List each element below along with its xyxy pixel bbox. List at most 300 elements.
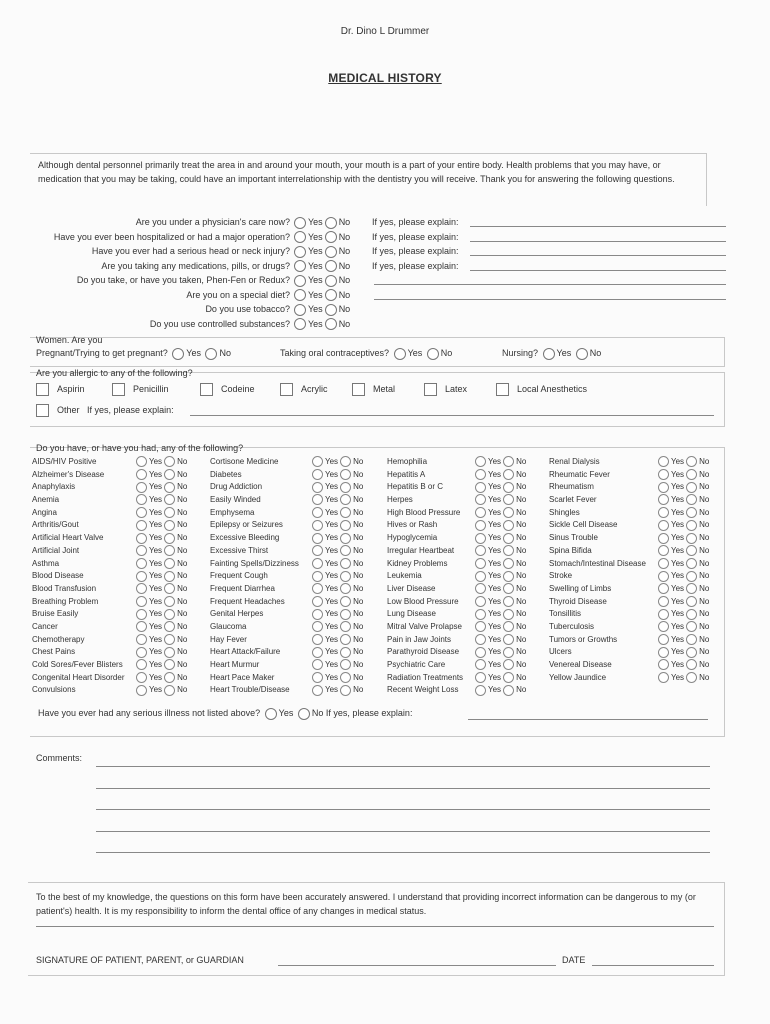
no-label: No xyxy=(353,558,364,568)
yes-radio[interactable] xyxy=(658,533,669,544)
no-radio[interactable] xyxy=(503,507,514,518)
yes-label: Yes xyxy=(671,647,685,657)
no-radio[interactable] xyxy=(686,647,697,658)
no-radio[interactable] xyxy=(325,318,337,330)
allergy-label: Latex xyxy=(445,384,468,394)
no-radio[interactable] xyxy=(503,609,514,620)
no-radio[interactable] xyxy=(686,596,697,607)
yes-radio[interactable] xyxy=(136,482,147,493)
yes-label: Yes xyxy=(488,609,502,619)
yes-radio[interactable] xyxy=(475,672,486,683)
yes-radio[interactable] xyxy=(658,609,669,620)
no-radio[interactable] xyxy=(686,494,697,505)
no-radio[interactable] xyxy=(340,482,351,493)
no-label: No xyxy=(177,647,188,657)
no-label: No xyxy=(516,520,527,530)
no-radio[interactable] xyxy=(503,621,514,632)
no-radio[interactable] xyxy=(340,507,351,518)
yes-radio[interactable] xyxy=(294,304,306,316)
yes-radio[interactable] xyxy=(312,634,323,645)
no-radio[interactable] xyxy=(164,621,175,632)
yes-label: Yes xyxy=(149,520,163,530)
condition-row xyxy=(549,481,710,494)
question-label: Have you ever had a serious head or neck injury? xyxy=(91,246,290,256)
condition-options xyxy=(656,456,709,469)
no-radio[interactable] xyxy=(503,647,514,658)
date-line[interactable] xyxy=(592,965,714,966)
allergy-checkbox[interactable] xyxy=(280,383,293,396)
question-label: Have you ever been hospitalized or had a major operation? xyxy=(53,231,290,242)
yes-radio[interactable] xyxy=(475,507,486,518)
yes-radio[interactable] xyxy=(136,571,147,582)
condition-label: Herpes xyxy=(387,495,413,505)
yes-radio[interactable] xyxy=(475,621,486,632)
serious-illness-label: Have you ever had any serious illness not listed above? xyxy=(38,708,261,718)
no-radio[interactable] xyxy=(325,260,337,272)
yes-radio[interactable] xyxy=(312,494,323,505)
condition-row xyxy=(210,469,364,482)
yes-radio[interactable] xyxy=(658,672,669,683)
yes-radio[interactable] xyxy=(312,609,323,620)
no-radio[interactable] xyxy=(686,533,697,544)
no-label: No xyxy=(353,507,364,517)
no-radio[interactable] xyxy=(686,634,697,645)
condition-options xyxy=(310,558,363,571)
yes-radio[interactable] xyxy=(475,545,486,556)
condition-options xyxy=(310,659,363,672)
yes-radio[interactable] xyxy=(658,482,669,493)
yes-radio[interactable] xyxy=(294,260,306,272)
no-radio[interactable] xyxy=(503,571,514,582)
condition-options xyxy=(134,570,187,583)
other-checkbox[interactable] xyxy=(36,404,49,417)
condition-row xyxy=(210,684,364,697)
condition-row xyxy=(549,672,710,685)
no-radio[interactable] xyxy=(164,647,175,658)
yes-radio[interactable] xyxy=(136,659,147,670)
signature-line[interactable] xyxy=(278,965,556,966)
yes-radio[interactable] xyxy=(658,494,669,505)
no-radio[interactable] xyxy=(340,571,351,582)
condition-label: Hives or Rash xyxy=(387,520,438,530)
pregnant-yes-radio[interactable] xyxy=(172,348,184,360)
no-radio[interactable] xyxy=(340,545,351,556)
no-radio[interactable] xyxy=(340,621,351,632)
no-radio[interactable] xyxy=(164,571,175,582)
no-radio[interactable] xyxy=(503,596,514,607)
no-radio[interactable] xyxy=(686,583,697,594)
yes-label: Yes xyxy=(149,482,163,492)
condition-label: Mitral Valve Prolapse xyxy=(387,621,462,631)
allergy-item xyxy=(112,382,169,397)
condition-label: High Blood Pressure xyxy=(387,507,461,517)
yes-radio[interactable] xyxy=(312,507,323,518)
allergy-checkbox[interactable] xyxy=(496,383,509,396)
yes-label: Yes xyxy=(488,634,502,644)
condition-row xyxy=(549,558,710,571)
no-radio[interactable] xyxy=(340,583,351,594)
yes-radio[interactable] xyxy=(294,217,306,229)
no-radio[interactable] xyxy=(503,558,514,569)
yes-label: Yes xyxy=(325,469,339,479)
no-radio[interactable] xyxy=(164,609,175,620)
yes-radio[interactable] xyxy=(312,533,323,544)
yes-radio[interactable] xyxy=(294,231,306,243)
yes-radio[interactable] xyxy=(475,558,486,569)
no-radio[interactable] xyxy=(164,482,175,493)
yes-radio[interactable] xyxy=(475,583,486,594)
comment-line[interactable] xyxy=(96,852,710,853)
condition-row xyxy=(387,532,527,545)
yes-label: Yes xyxy=(671,469,685,479)
yes-radio[interactable] xyxy=(658,596,669,607)
condition-options xyxy=(656,519,709,532)
no-radio[interactable] xyxy=(340,533,351,544)
no-radio[interactable] xyxy=(503,494,514,505)
no-radio[interactable] xyxy=(164,558,175,569)
yes-radio[interactable] xyxy=(294,275,306,287)
no-radio[interactable] xyxy=(164,634,175,645)
question-label: Are you on a special diet? xyxy=(186,289,290,300)
oral-no-radio[interactable] xyxy=(427,348,439,360)
yes-label: Yes xyxy=(671,583,685,593)
comment-line[interactable] xyxy=(96,766,710,767)
condition-row xyxy=(549,608,710,621)
yes-label: Yes xyxy=(149,533,163,543)
no-radio[interactable] xyxy=(325,231,337,243)
no-label: No xyxy=(177,545,188,555)
no-radio[interactable] xyxy=(686,659,697,670)
condition-options xyxy=(310,583,363,596)
yes-radio[interactable] xyxy=(312,456,323,467)
yes-radio[interactable] xyxy=(475,482,486,493)
yes-radio[interactable] xyxy=(136,685,147,696)
condition-label: Fainting Spells/Dizziness xyxy=(210,558,299,568)
yes-radio[interactable] xyxy=(136,672,147,683)
condition-row xyxy=(549,532,710,545)
yes-radio[interactable] xyxy=(312,672,323,683)
no-radio[interactable] xyxy=(164,685,175,696)
no-radio[interactable] xyxy=(325,304,337,316)
no-radio[interactable] xyxy=(340,596,351,607)
yes-radio[interactable] xyxy=(658,621,669,632)
nursing-no-radio[interactable] xyxy=(576,348,588,360)
comment-line[interactable] xyxy=(96,809,710,810)
yes-label: Yes xyxy=(149,672,163,682)
yes-radio[interactable] xyxy=(475,520,486,531)
no-radio[interactable] xyxy=(164,533,175,544)
yes-radio[interactable] xyxy=(658,456,669,467)
no-label: No xyxy=(516,596,527,606)
condition-row xyxy=(210,532,364,545)
condition-options xyxy=(134,494,187,507)
yes-radio[interactable] xyxy=(475,647,486,658)
explain-line[interactable] xyxy=(470,270,726,271)
signature-label: SIGNATURE OF PATIENT, PARENT, or GUARDIAN xyxy=(36,955,244,965)
serious-explain-line[interactable] xyxy=(468,719,708,720)
yes-radio[interactable] xyxy=(312,482,323,493)
yes-label: Yes xyxy=(488,571,502,581)
no-radio[interactable] xyxy=(503,456,514,467)
yes-radio[interactable] xyxy=(312,659,323,670)
no-radio[interactable] xyxy=(686,482,697,493)
yes-radio[interactable] xyxy=(294,246,306,258)
yes-label: Yes xyxy=(308,260,323,271)
condition-row xyxy=(32,659,188,672)
condition-options xyxy=(134,507,187,520)
no-radio[interactable] xyxy=(340,685,351,696)
condition-row xyxy=(549,519,710,532)
yes-radio[interactable] xyxy=(475,634,486,645)
no-label: No xyxy=(699,545,710,555)
condition-row xyxy=(210,634,364,647)
yes-label: Yes xyxy=(278,708,294,718)
no-radio[interactable] xyxy=(503,545,514,556)
condition-options xyxy=(134,659,187,672)
yes-radio[interactable] xyxy=(475,456,486,467)
explain-line[interactable] xyxy=(374,284,726,285)
condition-label: Cancer xyxy=(32,621,58,631)
no-label: No xyxy=(177,596,188,606)
oral-yes-radio[interactable] xyxy=(394,348,406,360)
yes-radio[interactable] xyxy=(312,621,323,632)
no-radio[interactable] xyxy=(164,469,175,480)
no-radio[interactable] xyxy=(503,520,514,531)
condition-row xyxy=(32,545,188,558)
yes-label: Yes xyxy=(325,545,339,555)
yes-radio[interactable] xyxy=(136,545,147,556)
condition-options xyxy=(656,634,709,647)
yes-radio[interactable] xyxy=(136,558,147,569)
yes-radio[interactable] xyxy=(136,609,147,620)
no-label: No xyxy=(353,482,364,492)
comments-label: Comments: xyxy=(36,753,83,763)
yes-radio[interactable] xyxy=(475,685,486,696)
no-radio[interactable] xyxy=(164,456,175,467)
yes-radio[interactable] xyxy=(312,647,323,658)
explain-line[interactable] xyxy=(470,226,726,227)
no-radio[interactable] xyxy=(164,672,175,683)
no-radio[interactable] xyxy=(325,275,337,287)
no-radio[interactable] xyxy=(340,558,351,569)
yes-radio[interactable] xyxy=(136,533,147,544)
yes-radio[interactable] xyxy=(312,545,323,556)
yes-radio[interactable] xyxy=(658,571,669,582)
pregnant-no-radio[interactable] xyxy=(205,348,217,360)
allergy-label: Penicillin xyxy=(133,384,169,394)
no-label: No xyxy=(440,348,453,358)
no-radio[interactable] xyxy=(164,659,175,670)
no-radio[interactable] xyxy=(686,558,697,569)
no-radio[interactable] xyxy=(686,520,697,531)
no-radio[interactable] xyxy=(340,469,351,480)
yes-radio[interactable] xyxy=(312,685,323,696)
conditions-col-1 xyxy=(32,456,188,697)
condition-options xyxy=(656,545,709,558)
yes-radio[interactable] xyxy=(136,469,147,480)
no-radio[interactable] xyxy=(503,659,514,670)
yes-radio[interactable] xyxy=(294,318,306,330)
no-radio[interactable] xyxy=(164,545,175,556)
conditions-col-4 xyxy=(549,456,710,684)
yes-radio[interactable] xyxy=(136,621,147,632)
no-radio[interactable] xyxy=(686,507,697,518)
yes-radio[interactable] xyxy=(658,634,669,645)
yes-radio[interactable] xyxy=(475,571,486,582)
no-radio[interactable] xyxy=(503,634,514,645)
allergy-checkbox[interactable] xyxy=(200,383,213,396)
allergy-item xyxy=(424,382,467,397)
yes-radio[interactable] xyxy=(475,659,486,670)
explain-line[interactable] xyxy=(470,255,726,256)
yes-radio[interactable] xyxy=(658,659,669,670)
yes-radio[interactable] xyxy=(475,609,486,620)
yes-radio[interactable] xyxy=(658,469,669,480)
no-radio[interactable] xyxy=(340,494,351,505)
condition-options xyxy=(656,570,709,583)
condition-options xyxy=(473,646,526,659)
no-radio[interactable] xyxy=(686,456,697,467)
yes-label: Yes xyxy=(488,482,502,492)
allergy-checkbox[interactable] xyxy=(36,383,49,396)
no-radio[interactable] xyxy=(340,520,351,531)
no-radio[interactable] xyxy=(164,583,175,594)
condition-row xyxy=(549,583,710,596)
no-radio[interactable] xyxy=(686,571,697,582)
women-row xyxy=(36,346,231,361)
no-radio[interactable] xyxy=(340,634,351,645)
yes-radio[interactable] xyxy=(658,647,669,658)
no-radio[interactable] xyxy=(340,609,351,620)
no-radio[interactable] xyxy=(503,482,514,493)
yes-radio[interactable] xyxy=(136,634,147,645)
yes-radio[interactable] xyxy=(658,558,669,569)
yes-radio[interactable] xyxy=(294,289,306,301)
yes-radio[interactable] xyxy=(312,596,323,607)
no-radio[interactable] xyxy=(325,289,337,301)
no-radio[interactable] xyxy=(686,672,697,683)
yes-radio[interactable] xyxy=(475,596,486,607)
condition-options xyxy=(473,596,526,609)
comment-line[interactable] xyxy=(96,831,710,832)
condition-row xyxy=(32,469,188,482)
question-options xyxy=(292,244,350,259)
condition-options xyxy=(134,646,187,659)
explain-line[interactable] xyxy=(470,241,726,242)
no-radio[interactable] xyxy=(503,469,514,480)
no-radio[interactable] xyxy=(164,507,175,518)
yes-radio[interactable] xyxy=(658,583,669,594)
no-radio[interactable] xyxy=(164,596,175,607)
yes-label: Yes xyxy=(325,558,339,568)
yes-radio[interactable] xyxy=(136,456,147,467)
yes-radio[interactable] xyxy=(312,558,323,569)
yes-radio[interactable] xyxy=(658,520,669,531)
condition-row xyxy=(387,608,527,621)
other-explain-line[interactable] xyxy=(190,415,714,416)
no-label: No xyxy=(516,469,527,479)
no-radio[interactable] xyxy=(325,217,337,229)
yes-radio[interactable] xyxy=(312,571,323,582)
no-radio[interactable] xyxy=(686,469,697,480)
condition-options xyxy=(310,634,363,647)
no-radio[interactable] xyxy=(340,672,351,683)
yes-radio[interactable] xyxy=(136,596,147,607)
yes-radio[interactable] xyxy=(136,583,147,594)
allergy-checkbox[interactable] xyxy=(424,383,437,396)
yes-radio[interactable] xyxy=(312,583,323,594)
serious-yes-radio[interactable] xyxy=(265,708,277,720)
condition-row xyxy=(387,570,527,583)
serious-no-radio[interactable] xyxy=(298,708,310,720)
condition-label: Diabetes xyxy=(210,469,242,479)
explain-line[interactable] xyxy=(374,299,726,300)
no-radio[interactable] xyxy=(340,659,351,670)
condition-options xyxy=(656,481,709,494)
yes-radio[interactable] xyxy=(136,647,147,658)
yes-radio[interactable] xyxy=(312,520,323,531)
yes-radio[interactable] xyxy=(658,507,669,518)
no-label: No xyxy=(589,348,602,358)
no-radio[interactable] xyxy=(503,583,514,594)
no-radio[interactable] xyxy=(503,533,514,544)
no-radio[interactable] xyxy=(164,520,175,531)
condition-row xyxy=(387,456,527,469)
comment-line[interactable] xyxy=(96,788,710,789)
yes-radio[interactable] xyxy=(136,507,147,518)
no-radio[interactable] xyxy=(686,621,697,632)
no-label: No xyxy=(177,533,188,543)
allergy-checkbox[interactable] xyxy=(352,383,365,396)
yes-radio[interactable] xyxy=(136,494,147,505)
no-radio[interactable] xyxy=(686,609,697,620)
no-radio[interactable] xyxy=(340,647,351,658)
condition-row xyxy=(32,519,188,532)
condition-row xyxy=(549,646,710,659)
no-label: No xyxy=(177,469,188,479)
yes-radio[interactable] xyxy=(475,469,486,480)
yes-radio[interactable] xyxy=(658,545,669,556)
yes-label: Yes xyxy=(407,348,423,358)
yes-label: Yes xyxy=(308,231,323,242)
no-radio[interactable] xyxy=(503,685,514,696)
no-radio[interactable] xyxy=(164,494,175,505)
yes-radio[interactable] xyxy=(136,520,147,531)
condition-label: Venereal Disease xyxy=(549,660,612,669)
condition-label: Thyroid Disease xyxy=(549,596,607,606)
allergy-heading: Are you allergic to any of the following? xyxy=(36,368,193,378)
condition-row xyxy=(210,672,364,685)
yes-radio[interactable] xyxy=(475,494,486,505)
yes-radio[interactable] xyxy=(475,533,486,544)
no-radio[interactable] xyxy=(503,672,514,683)
yes-radio[interactable] xyxy=(312,469,323,480)
yes-label: Yes xyxy=(671,507,685,517)
no-label: No xyxy=(353,469,364,479)
nursing-yes-radio[interactable] xyxy=(543,348,555,360)
no-radio[interactable] xyxy=(340,456,351,467)
no-radio[interactable] xyxy=(325,246,337,258)
no-radio[interactable] xyxy=(686,545,697,556)
yes-label: Yes xyxy=(488,621,502,631)
question-label: Do you take, or have you taken, Phen-Fen or Redux? xyxy=(76,275,290,285)
no-label: No xyxy=(177,520,188,530)
allergy-checkbox[interactable] xyxy=(112,383,125,396)
yes-label: Yes xyxy=(325,609,339,619)
condition-options xyxy=(134,532,187,545)
condition-options xyxy=(134,596,187,609)
condition-label: Radiation Treatments xyxy=(387,672,464,682)
